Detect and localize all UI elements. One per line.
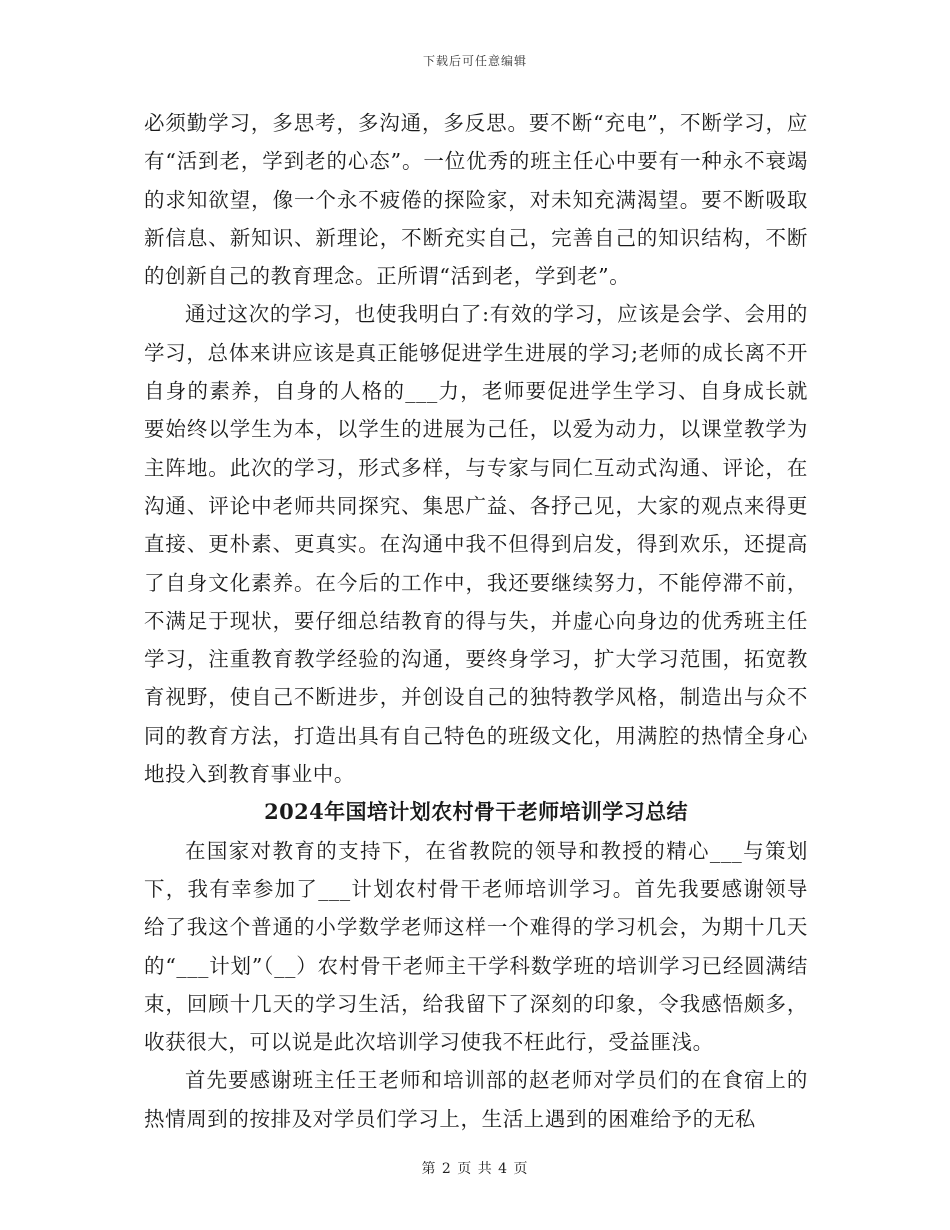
body-paragraph-1: 必须勤学习，多思考，多沟通，多反思。要不断“充电”，不断学习，应有“活到老，学到老的心态”。一位优秀的班主任心中要有一种永不衰竭的求知欲望，像一个永不疲倦的探险家，对未知充满渴望。要不断吸取新信息、新知识、新理论，不断充实自己，完善自己的知识结构，不断的创新自己的教育理念。正所谓“活到老，学到老”。 xyxy=(144,111,808,289)
body-paragraph-4: 首先要感谢班主任王老师和培训部的赵老师对学员们的在食宿上的热情周到的按排及对学员们学习上，生活上遇到的困难给予的无私 xyxy=(144,1068,808,1131)
section-title: 2024年国培计划农村骨干老师培训学习总结 xyxy=(264,799,688,825)
header-note: 下载后可任意编辑 xyxy=(422,54,527,68)
document-body xyxy=(144,104,808,1138)
body-paragraph-3: 在国家对教育的支持下，在省教院的领导和教授的精心___与策划下，我有幸参加了___计划农村骨干老师培训学习。首先我要感谢领导给了我这个普通的小学数学老师这样一个难得的学习机会，为期十几天的“___计划”（__）农村骨干老师主干学科数学班的培训学习已经圆满结束，回顾十几天的学习生活，给我留下了深刻的印象，令我感悟颇多，收获很大，可以说是此次培训学习使我不枉此行，受益匪浅。 xyxy=(144,838,808,1055)
page-indicator: 第 2 页 共 4 页 xyxy=(421,1161,529,1177)
body-paragraph-2: 通过这次的学习，也使我明白了:有效的学习，应该是会学、会用的学习，总体来讲应该是真正能够促进学生进展的学习;老师的成长离不开自身的素养，自身的人格的___力，老师要促进学生学习、自身成长就要始终以学生为本，以学生的进展为己任，以爱为动力，以课堂教学为主阵地。此次的学习，形式多样，与专家与同仁互动式沟通、评论，在沟通、评论中老师共同探究、集思广益、各抒己见，大家的观点来得更直接、更朴素、更真实。在沟通中我不但得到启发，得到欢乐，还提高了自身文化素养。在今后的工作中，我还要继续努力，不能停滞不前，不满足于现状，要仔细总结教育的得与失，并虚心向身边的优秀班主任学习，注重教育教学经验的沟通，要终身学习，扩大学习范围，拓宽教育视野，使自己不断进步，并创设自己的独特教学风格，制造出与众不同的教育方法，打造出具有自己特色的班级文化，用满腔的热情全身心地投入到教育事业中。 xyxy=(144,302,808,787)
